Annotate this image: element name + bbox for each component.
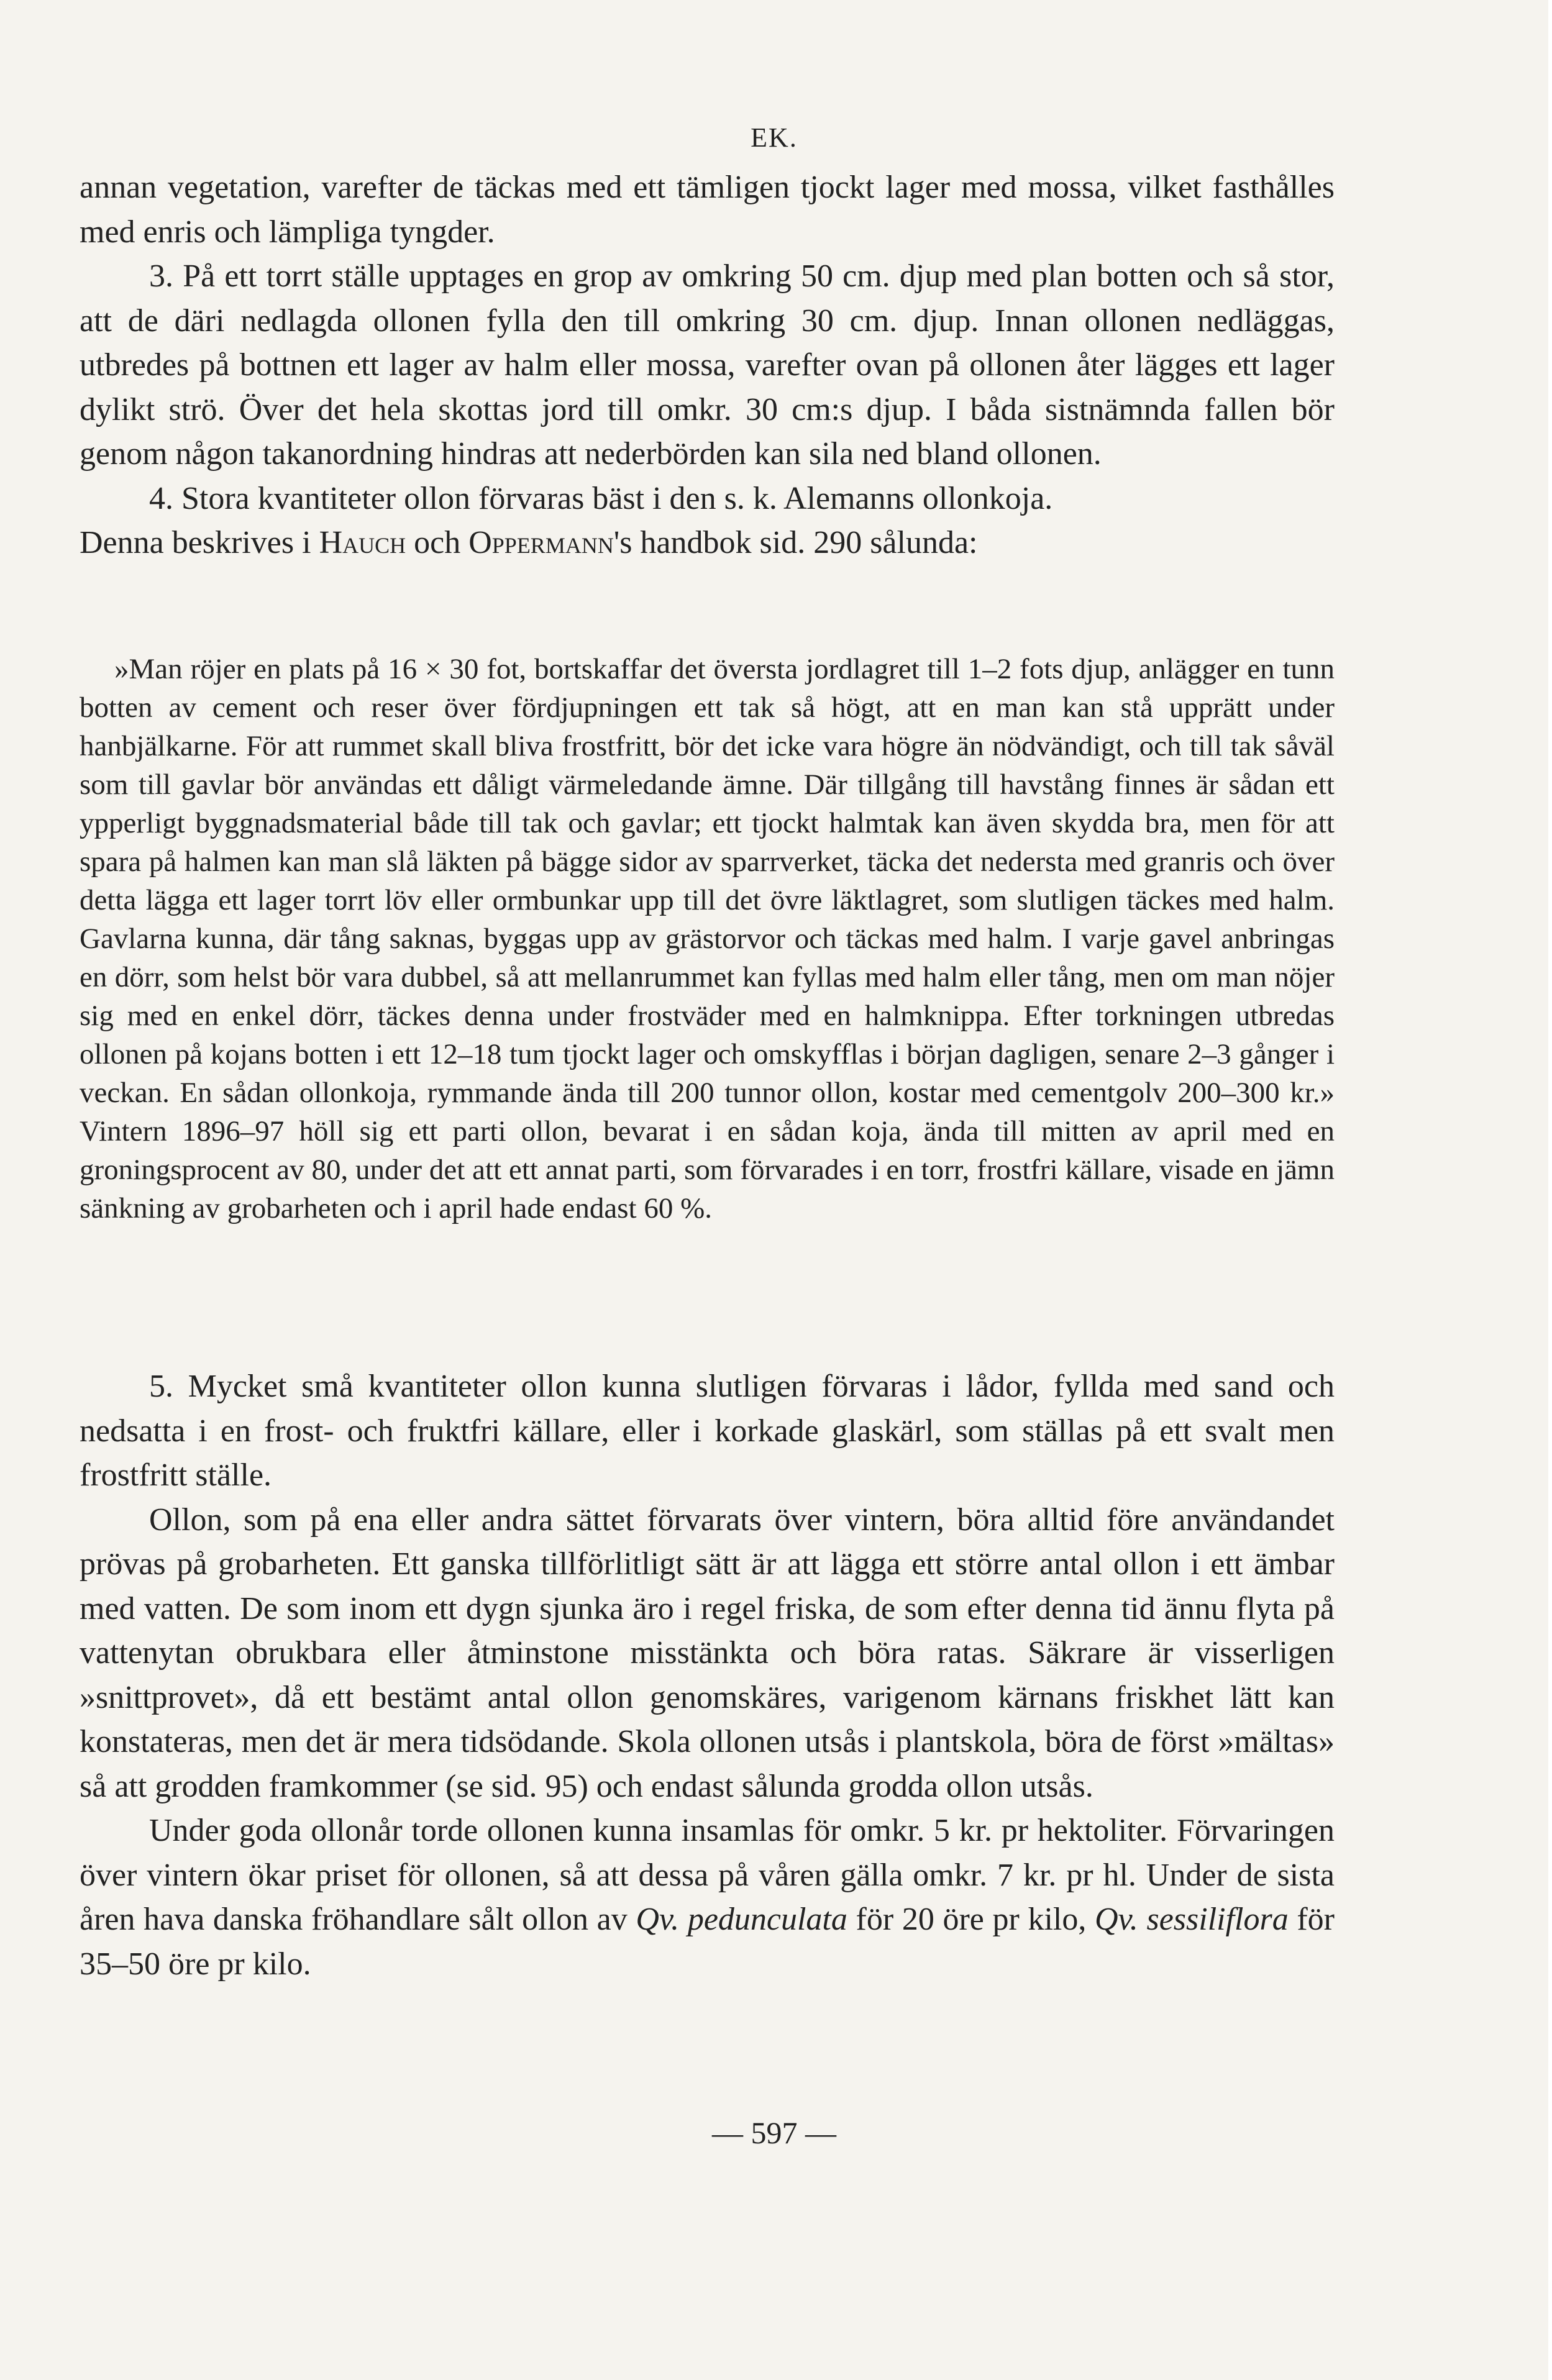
paragraph-3: 3. På ett torrt ställe upptages en grop av omkring 50 cm. djup med plan botten och så stor, att de däri nedlagda ollonen fylla den till omkring 30 cm. djup. Innan ollonen nedläggas, utbredes på bottnen ett lager av halm eller mossa, varefter ovan på ollonen åter lägges ett lager dylikt strö. Över det hela skottas jord till omkr. 30 cm:s djup. I båda sistnämnda fallen bör genom någon takanordning hindras att nederbörden kan sila ned bland ollonen. [80,258,1335,472]
species-sessiliflora: Qv. sessiliflora [1095,1902,1289,1937]
text-block-upper [80,165,1335,565]
running-head: EK. [751,122,798,153]
page-number: — 597 — [712,2115,836,2150]
author-oppermann: Oppermann [468,525,614,560]
quote-text: »Man röjer en plats på 16 × 30 fot, bortskaffar det översta jordlagret till 1–2 fots djup, anlägger en tunn botten av cement och reser över fördjupningen ett tak så högt, att en man kan stå upprätt under hanbjälkarne. För att rummet skall bliva frostfritt, bör det icke vara högre än nödvändigt, och till tak såväl som till gavlar bör användas ett dåligt värmeledande ämne. Där tillgång till havstång finnes är sådan ett ypperligt byggnadsmaterial både till tak och gavlar; ett tjockt halmtak kan även skydda bra, men för att spara på halmen kan man slå läkten på bägge sidor av sparrverket, täcka det nedersta med granris och över detta lägga ett lager torrt löv eller ormbunkar upp till det övre läktlagret, som slutligen täckes med halm. Gavlarna kunna, där tång saknas, byggas upp av grästorvor och täckas med halm. I varje gavel anbringas en dörr, som helst bör vara dubbel, så att mellanrummet kan fyllas med halm eller tång, men om man nöjer sig med en enkel dörr, täckes denna under frostväder med en halmknippa. Efter torkningen utbredas ollonen på kojans botten i ett 12–18 tum tjockt lager och omskyfflas i början dagligen, senare 2–3 gånger i veckan. En sådan ollonkoja, rymmande ända till 200 tunnor ollon, kostar med cementgolv 200–300 kr.» Vintern 1896–97 höll sig ett parti ollon, bevarat i en sådan koja, ända till mitten av april med en groningsprocent av 80, under det att ett annat parti, som förvarades i en torr, frostfri källare, visade en jämn sänkning av grobarheten och i april hade endast 60 %. [80,653,1335,1224]
paragraph-4: 4. Stora kvantiteter ollon förvaras bäst i den s. k. Alemanns ollonkoja. [149,480,1053,516]
paragraph-4-continued [80,521,1335,565]
species-pedunculata: Qv. pedunculata [636,1902,847,1937]
block-quote [80,650,1335,1228]
paragraph-7 [80,1808,1335,1986]
p7-text-a: Under goda ollonår torde ollonen kunna insamlas för omkr. 5 kr. pr hektoliter. Förvaringen över vintern ökar priset för ollonen, så att dessa på våren gälla omkr. 7 kr. pr hl. Under de sista åren hava danska fröhandlare sålt ollon av [80,1813,1335,1937]
p7-text-c: för 35–50 öre pr kilo. [80,1902,1335,1982]
p4-text-a: Denna beskrives i [80,525,319,560]
paragraph-6: Ollon, som på ena eller andra sättet förvarats över vintern, böra alltid före användandet prövas på grobarheten. Ett ganska tillförlitligt sätt är att lägga ett större antal ollon i ett ämbar med vatten. De som inom ett dygn sjunka äro i regel friska, de som efter denna tid ännu flyta på vattenytan obrukbara eller åtminstone misstänkta och böra ratas. Säkrare är visserligen »snittprovet», då ett bestämt antal ollon genomskäres, varigenom kärnans friskhet lätt kan konstateras, men det är mera tidsödande. Skola ollonen utsås i plantskola, böra de först »mältas» så att grodden framkommer (se sid. 95) och endast sålunda grodda ollon utsås. [80,1502,1335,1804]
text-block-lower [80,1364,1335,1986]
p7-text-b: för 20 öre pr kilo, [847,1902,1095,1937]
paragraph-5: 5. Mycket små kvantiteter ollon kunna slutligen förvaras i lådor, fyllda med sand och nedsatta i en frost- och fruktfri källare, eller i korkade glaskärl, som ställas på ett svalt men frostfritt ställe. [80,1369,1335,1493]
p4-text-c: 's handbok sid. 290 sålunda: [613,525,978,560]
p4-text-b: och [406,525,469,560]
paragraph-continuation: annan vegetation, varefter de täckas med ett tämligen tjockt lager med mossa, vilket fasthålles med enris och lämpliga tyngder. [80,170,1335,250]
author-hauch: Hauch [319,525,406,560]
